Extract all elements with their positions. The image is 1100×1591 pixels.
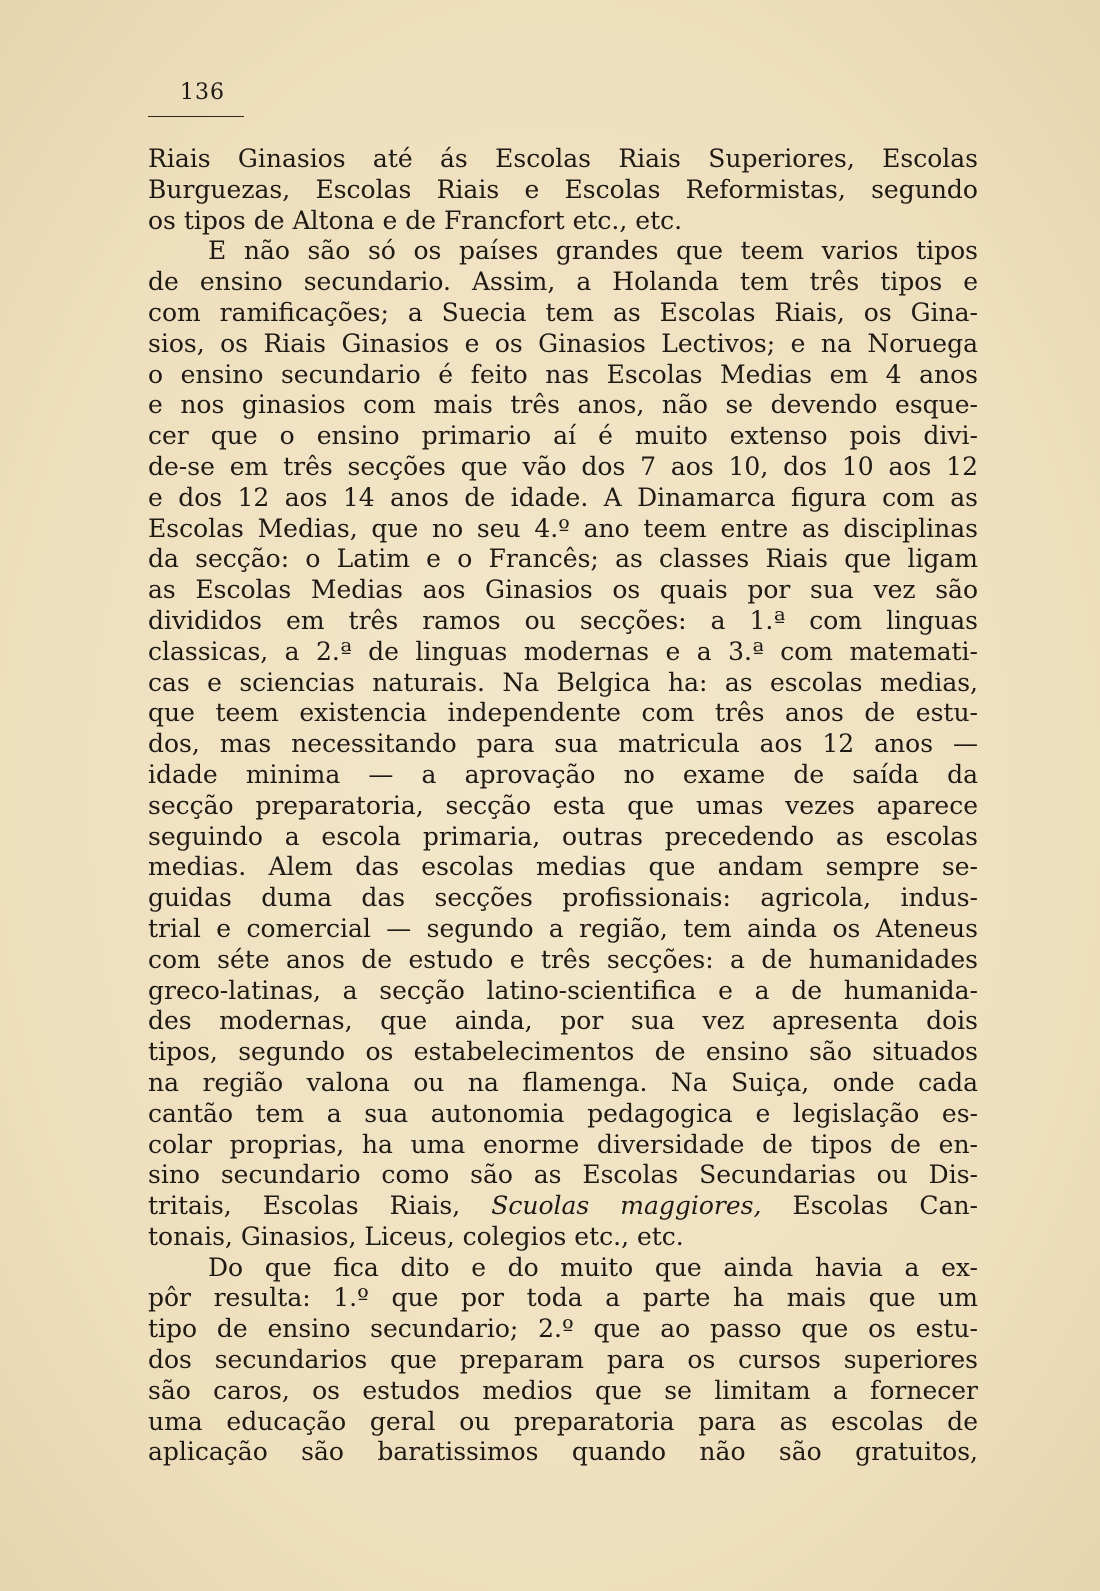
text-line <box>148 329 978 360</box>
text-line <box>148 1253 978 1284</box>
text-line-content: divididos em três ramos ou secções: a 1.ª com linguas <box>148 605 978 635</box>
text-line-content: Do que fica dito e do muito que ainda havia a ex- <box>208 1252 978 1282</box>
text-line-content: e nos ginasios com mais três anos, não se devendo esque- <box>148 390 978 420</box>
text-line <box>148 1068 978 1099</box>
text-line <box>148 144 978 175</box>
text-line <box>148 483 978 514</box>
text-line-content: aplicação são baratissimos quando não são gratuitos, <box>148 1437 978 1467</box>
text-line-content: que teem existencia independente com três anos de estu- <box>148 698 978 728</box>
page-number: 136 <box>180 80 225 105</box>
text-line <box>148 514 978 545</box>
text-line-content: tritais, Escolas Riais, <box>148 1191 461 1221</box>
text-line-content: na região valona ou na flamenga. Na Suiça, onde cada <box>148 1067 978 1097</box>
text-line-content: da secção: o Latim e o Francês; as classes Riais que ligam <box>148 544 978 574</box>
text-line <box>148 1099 978 1130</box>
text-line-content: idade minima — a aprovação no exame de saída da <box>148 759 978 789</box>
text-line <box>148 976 978 1007</box>
text-line-content: cer que o ensino primario aí é muito extenso pois divi- <box>148 421 978 451</box>
text-line <box>148 452 978 483</box>
text-line-content: greco-latinas, a secção latino-scientifica e a de humanida- <box>148 975 978 1005</box>
text-line-continuation: Escolas Can- <box>792 1191 979 1221</box>
text-line <box>148 421 978 452</box>
text-line <box>148 637 978 668</box>
text-line-content: Escolas Medias, que no seu 4.º ano teem entre as disciplinas <box>148 513 978 543</box>
text-line-content: com séte anos de estudo e três secções: a de humanidades <box>148 944 978 974</box>
italic-text: Scuolas maggiores, <box>491 1191 762 1221</box>
text-line-content: guidas duma das secções profissionais: agricola, indus- <box>148 883 978 913</box>
text-line <box>148 914 978 945</box>
text-line-content: de ensino secundario. Assim, a Holanda tem três tipos e <box>148 267 978 297</box>
text-line-content: sino secundario como são as Escolas Secundarias ou Dis- <box>148 1160 978 1190</box>
text-line <box>148 1191 978 1222</box>
text-line-content: dos, mas necessitando para sua matricula aos 12 anos — <box>148 729 978 759</box>
text-line-content: pôr resulta: 1.º que por toda a parte ha mais que um <box>148 1283 978 1313</box>
text-line-content: as Escolas Medias aos Ginasios os quais por sua vez são <box>148 575 978 605</box>
text-line-content: tipos, segundo os estabelecimentos de ensino são situados <box>148 1037 978 1067</box>
text-line-content: cas e sciencias naturais. Na Belgica ha: as escolas medias, <box>148 667 978 697</box>
text-line <box>148 883 978 914</box>
text-line-content: o ensino secundario é feito nas Escolas Medias em 4 anos <box>148 359 978 389</box>
text-line <box>148 729 978 760</box>
text-line-content: tonais, Ginasios, Liceus, colegios etc., etc. <box>148 1221 684 1251</box>
text-line <box>148 175 978 206</box>
text-line-content: cantão tem a sua autonomia pedagogica e legislação es- <box>148 1098 978 1128</box>
text-line <box>148 1006 978 1037</box>
text-line <box>148 1130 978 1161</box>
text-line-content: trial e comercial — segundo a região, tem ainda os Ateneus <box>148 913 978 943</box>
text-line-content: os tipos de Altona e de Francfort etc., etc. <box>148 205 683 235</box>
text-line <box>148 206 978 237</box>
text-line-content: Riais Ginasios até ás Escolas Riais Superiores, Escolas <box>148 144 978 173</box>
text-line <box>148 760 978 791</box>
text-line <box>148 1037 978 1068</box>
text-line-content: dos secundarios que preparam para os cursos superiores <box>148 1345 978 1375</box>
text-line <box>148 1222 978 1253</box>
text-line <box>148 360 978 391</box>
text-line <box>148 1376 978 1407</box>
text-line <box>148 390 978 421</box>
text-line-content: seguindo a escola primaria, outras precedendo as escolas <box>148 821 978 851</box>
text-line <box>148 606 978 637</box>
text-line <box>148 298 978 329</box>
text-line-content: medias. Alem das escolas medias que andam sempre se- <box>148 852 978 882</box>
text-line-content: colar proprias, ha uma enorme diversidade de tipos de en- <box>148 1129 978 1159</box>
text-line-content: tipo de ensino secundario; 2.º que ao passo que os estu- <box>148 1314 978 1344</box>
header-rule <box>148 116 244 117</box>
text-line <box>148 1437 978 1468</box>
body-text <box>148 144 978 1468</box>
text-line-content: com ramificações; a Suecia tem as Escolas Riais, os Gina- <box>148 297 978 327</box>
text-line <box>148 1345 978 1376</box>
text-line <box>148 698 978 729</box>
text-line <box>148 1314 978 1345</box>
text-line <box>148 945 978 976</box>
text-line-content: são caros, os estudos medios que se limitam a fornecer <box>148 1375 978 1405</box>
text-line <box>148 267 978 298</box>
text-line-content: de-se em três secções que vão dos 7 aos 10, dos 10 aos 12 <box>148 451 978 481</box>
text-line <box>148 1160 978 1191</box>
text-line-content: uma educação geral ou preparatoria para as escolas de <box>148 1406 978 1436</box>
text-line-content: des modernas, que ainda, por sua vez apresenta dois <box>148 1006 978 1036</box>
text-line <box>148 668 978 699</box>
text-line-content: secção preparatoria, secção esta que umas vezes aparece <box>148 790 978 820</box>
text-line <box>148 236 978 267</box>
text-line-content: E não são só os países grandes que teem varios tipos <box>208 236 978 266</box>
text-line-content: e dos 12 aos 14 anos de idade. A Dinamarca figura com as <box>148 482 978 512</box>
text-line <box>148 852 978 883</box>
text-line <box>148 1407 978 1438</box>
text-line <box>148 544 978 575</box>
text-line <box>148 1283 978 1314</box>
text-line <box>148 575 978 606</box>
text-line-content: Burguezas, Escolas Riais e Escolas Reformistas, segundo <box>148 174 978 204</box>
text-line <box>148 791 978 822</box>
text-line-content: classicas, a 2.ª de linguas modernas e a 3.ª com matemati- <box>148 636 978 666</box>
text-line-content: sios, os Riais Ginasios e os Ginasios Lectivos; e na Noruega <box>148 328 978 358</box>
text-line <box>148 822 978 853</box>
